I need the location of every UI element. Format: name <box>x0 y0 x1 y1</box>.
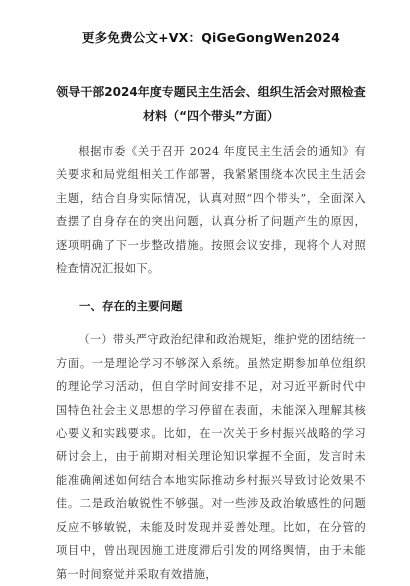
section-heading: 一、存在的主要问题 <box>79 299 183 314</box>
document-title-line-2: 材料（“四个带头”方面） <box>143 109 279 123</box>
watermark-header: 更多免费公文+VX：QiGeGongWen2024 <box>81 30 341 45</box>
section-paragraph: （一）带头严守政治纪律和政治规矩，维护党的团结统一方面。一是理论学习不够深入系统。虽然定期参加单位组织的理论学习活动，但自学时间安排不足，对习近平新时代中国特色社会主义思想的学习停留在表面，未能深入理解其核心要义和实践要求。比如，在一次关于乡村振兴战略的学习研讨会上，由于前期对相关理论知识掌握不全面，发言时未能准确阐述如何结合本地实际推动乡村振兴导致讨论效果不佳。二是政治敏锐性不够强。对一些涉及政治敏感性的问题反应不够敏锐，未能及时发现并妥善处理。比如，在分管的项目中，曾出现因施工进度滞后引发的网络舆情，由于未能第一时间察觉并采取有效措施， <box>56 333 366 581</box>
document-title <box>56 80 366 128</box>
document-title-line-1: 领导干部2024年度专题民主生活会、组织生活会对照检查 <box>56 85 366 99</box>
intro-paragraph: 根据市委《关于召开 2024 年度民主生活会的通知》有关要求和局党组相关工作部署，我紧紧围绕本次民主生活会主题，结合自身实际情况，认真对照“四个带头”，全面深入查摆了自身存在的突出问题，认真分析了问题产生的原因，逐项明确了下一步整改措施。按照会议安排，现将个人对照检查情况汇报如下。 <box>56 145 366 276</box>
